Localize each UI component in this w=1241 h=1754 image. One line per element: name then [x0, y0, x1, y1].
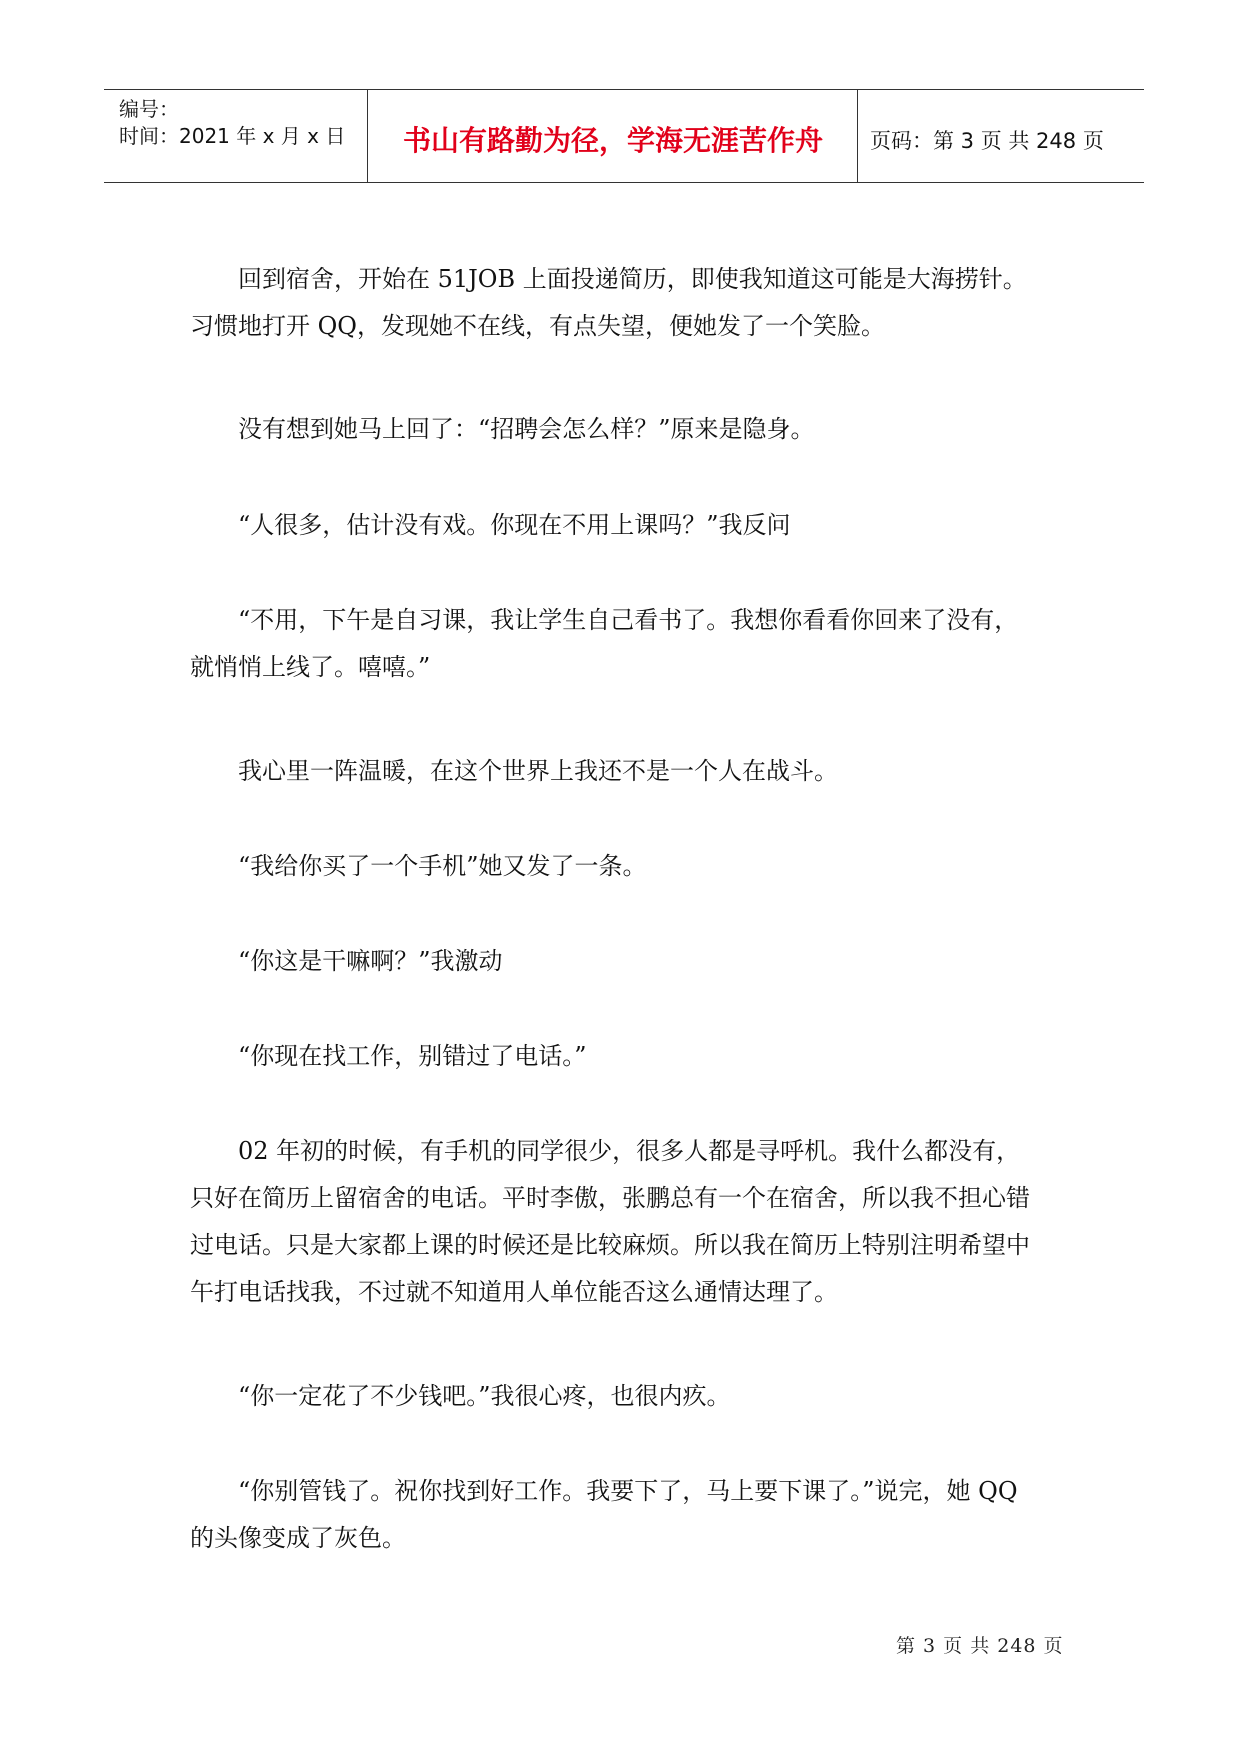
text-line: “你一定花了不少钱吧。”我很心疼，也很内疚。 — [238, 1382, 731, 1410]
paragraph — [190, 406, 1080, 453]
text-line: “我给你买了一个手机”她又发了一条。 — [238, 852, 647, 880]
text-line: “人很多，估计没有戏。你现在不用上课吗？”我反问 — [238, 511, 791, 539]
header-divider-left — [367, 89, 368, 182]
paragraph — [190, 748, 1080, 795]
text-line: 我心里一阵温暖，在这个世界上我还不是一个人在战斗。 — [238, 757, 838, 785]
text-line: 过电话。只是大家都上课的时候还是比较麻烦。所以我在简历上特别注明希望中 — [190, 1231, 1030, 1259]
text-line: 午打电话找我，不过就不知道用人单位能否这么通情达理了。 — [190, 1278, 838, 1306]
text-line: 回到宿舍，开始在 51JOB 上面投递简历，即使我知道这可能是大海捞针。 — [238, 265, 1027, 293]
header-bottom-rule — [104, 182, 1144, 183]
header-page-indicator: 页码：第 3 页 共 248 页 — [870, 129, 1104, 153]
paragraph — [190, 938, 1080, 985]
text-line: 就悄悄上线了。嘻嘻。” — [190, 653, 431, 681]
footer-page-indicator: 第 3 页 共 248 页 — [896, 1635, 1064, 1657]
text-line: “不用，下午是自习课，我让学生自己看书了。我想你看看你回来了没有， — [238, 606, 1019, 634]
paragraph — [190, 597, 1080, 691]
text-line: 的头像变成了灰色。 — [190, 1524, 406, 1552]
header-motto: 书山有路勤为径，学海无涯苦作舟 — [402, 124, 823, 157]
text-line: 习惯地打开 QQ，发现她不在线，有点失望，便她发了一个笑脸。 — [190, 312, 885, 340]
document-time-label: 时间：2021 年 x 月 x 日 — [119, 124, 346, 148]
text-line: “你这是干嘛啊？”我激动 — [238, 947, 503, 975]
paragraph — [190, 256, 1080, 350]
paragraph — [190, 843, 1080, 890]
header-divider-right — [857, 89, 858, 182]
paragraph — [190, 502, 1080, 549]
paragraph — [190, 1468, 1080, 1562]
text-line: 没有想到她马上回了：“招聘会怎么样？”原来是隐身。 — [238, 415, 815, 443]
text-line: 只好在简历上留宿舍的电话。平时李傲，张鹏总有一个在宿舍，所以我不担心错 — [190, 1184, 1030, 1212]
paragraph — [190, 1373, 1080, 1420]
paragraph — [190, 1128, 1080, 1316]
header-top-rule — [104, 89, 1144, 90]
text-line: 02 年初的时候，有手机的同学很少，很多人都是寻呼机。我什么都没有， — [238, 1137, 1021, 1165]
document-number-label: 编号： — [119, 97, 179, 121]
text-line: “你别管钱了。祝你找到好工作。我要下了，马上要下课了。”说完，她 QQ — [238, 1477, 1018, 1505]
paragraph — [190, 1033, 1080, 1080]
text-line: “你现在找工作，别错过了电话。” — [238, 1042, 587, 1070]
